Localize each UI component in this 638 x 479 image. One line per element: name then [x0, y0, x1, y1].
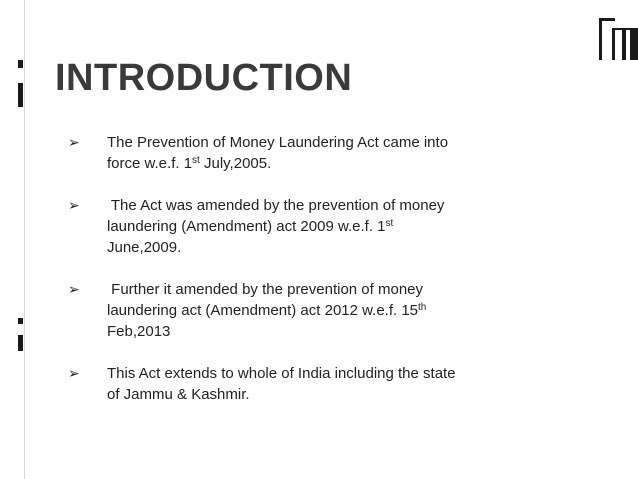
bullet-text-line: July,2005.: [199, 155, 272, 172]
deco-bar-vertical: [18, 318, 23, 324]
bullet-text-line: The Prevention of Money Laundering Act came into: [107, 134, 449, 151]
slide-left-border: [24, 0, 25, 479]
deco-bar-vertical: [18, 60, 23, 68]
bullet-text-line: laundering (Amendment) act 2009 w.e.f. 1: [107, 218, 386, 235]
arrow-bullet-icon: ➢: [68, 281, 80, 297]
list-item: [68, 132, 538, 174]
ordinal-suffix: st: [192, 155, 200, 166]
list-item: [68, 363, 538, 405]
deco-bar-vertical: [18, 83, 23, 107]
bullet-text-line: This Act extends to whole of India including the state: [107, 365, 456, 382]
ordinal-suffix: th: [418, 302, 427, 313]
deco-bar-vertical: [622, 28, 626, 60]
deco-bar-vertical: [612, 28, 615, 60]
bullet-text-line: June,2009.: [107, 239, 182, 256]
slide-title: INTRODUCTION: [55, 57, 353, 99]
arrow-bullet-icon: ➢: [68, 134, 80, 150]
list-item: [68, 279, 538, 342]
bullet-text-line: laundering act (Amendment) act 2012 w.e.f. 15: [107, 302, 419, 319]
bullet-text-line: Further it amended by the prevention of money: [107, 281, 424, 298]
deco-bar-vertical: [630, 28, 638, 60]
bullet-text-line: The Act was amended by the prevention of money: [107, 197, 445, 214]
list-item: [68, 195, 538, 258]
bullet-text-line: force w.e.f. 1: [107, 155, 193, 172]
arrow-bullet-icon: ➢: [68, 365, 80, 381]
deco-bar-vertical: [18, 335, 23, 351]
arrow-bullet-icon: ➢: [68, 197, 80, 213]
bullet-text-line: Feb,2013: [107, 323, 171, 340]
deco-bar-horizontal: [612, 28, 638, 30]
bullet-list: [68, 132, 538, 405]
deco-bar-vertical: [599, 18, 602, 60]
ordinal-suffix: st: [385, 218, 394, 229]
bullet-text-line: of Jammu & Kashmir.: [107, 386, 250, 403]
